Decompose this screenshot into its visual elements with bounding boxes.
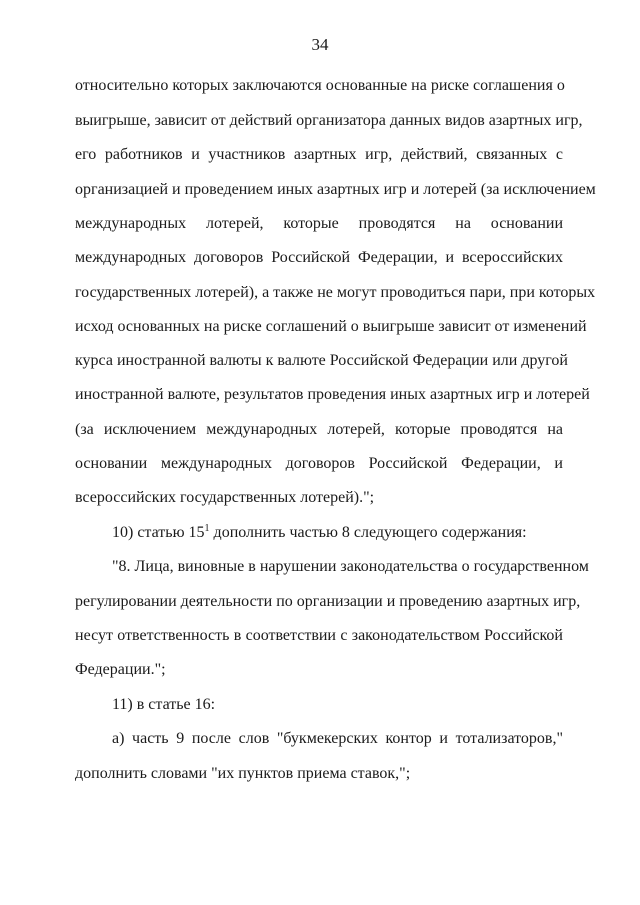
text-line: иностранной валюте, результатов проведения иных азартных игр и лотерей xyxy=(75,386,590,403)
text-line: (за исключением международных лотерей, которые проводятся на xyxy=(75,421,563,438)
text-line: международных лотерей, которые проводятся на основании xyxy=(75,215,563,232)
item-11-a-line: дополнить словами "их пунктов приема ставок,"; xyxy=(75,765,411,782)
text-line: основании международных договоров Российской Федерации, и xyxy=(75,455,563,472)
text-line: относительно которых заключаются основанные на риске соглашения о xyxy=(75,77,565,94)
item-11-a-line: а) часть 9 после слов "букмекерских контор и тотализаторов," xyxy=(112,730,563,747)
text-line: его работников и участников азартных игр, действий, связанных с xyxy=(75,146,563,163)
text-line: организацией и проведением иных азартных игр и лотерей (за исключением xyxy=(75,181,596,198)
page-number: 34 xyxy=(311,35,329,54)
quote-line: Федерации."; xyxy=(75,661,166,678)
quote-line: несут ответственность в соответствии с законодательством Российской xyxy=(75,627,563,644)
text-line: всероссийских государственных лотерей)."; xyxy=(75,489,375,506)
quote-line: "8. Лица, виновные в нарушении законодательства о государственном xyxy=(112,558,589,575)
text-line: исход основанных на риске соглашений о выигрыше зависит от изменений xyxy=(75,318,587,335)
text-line: государственных лотерей), а также не могут проводиться пари, при которых xyxy=(75,284,596,301)
text-line: международных договоров Российской Федерации, и всероссийских xyxy=(75,249,563,266)
superscript: 1 xyxy=(204,523,210,534)
text-line: курса иностранной валюты к валюте Российской Федерации или другой xyxy=(75,352,568,369)
quote-line: регулировании деятельности по организации и проведению азартных игр, xyxy=(75,593,581,610)
item-10-text: 10) статью 15 xyxy=(112,524,205,541)
item-10-text-rest: дополнить частью 8 следующего содержания: xyxy=(209,524,527,541)
text-line: выигрыше, зависит от действий организатора данных видов азартных игр, xyxy=(75,112,583,129)
item-11-heading: 11) в статье 16: xyxy=(112,696,216,713)
item-10 xyxy=(112,523,563,543)
